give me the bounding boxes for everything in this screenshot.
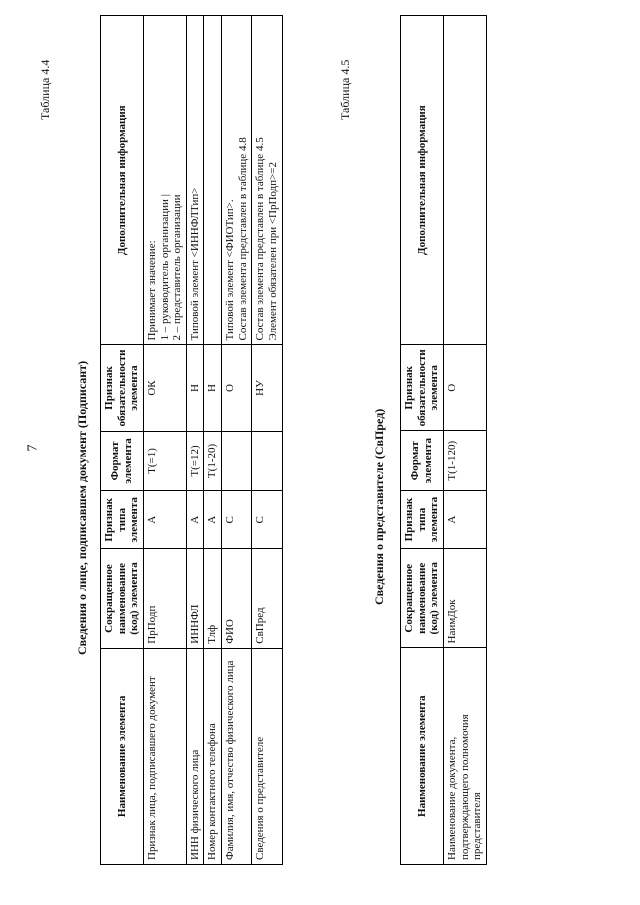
table-row: [252, 16, 282, 865]
element-required-cell: Н: [186, 345, 204, 431]
element-type-cell: А: [204, 491, 222, 549]
element-required-cell: НУ: [252, 345, 282, 431]
table-title: Сведения о лице, подписавшем документ (Подписант): [75, 360, 89, 655]
element-info-cell: [222, 16, 252, 345]
element-name-cell: Номер контактного телефона: [204, 648, 222, 864]
signer-table: [100, 15, 283, 865]
table-header-row: [101, 16, 144, 865]
element-required-cell: ОК: [143, 345, 186, 431]
element-type-cell: С: [252, 491, 282, 549]
element-type-cell: А: [443, 491, 486, 549]
table-row: [143, 16, 186, 865]
element-type-cell: А: [143, 491, 186, 549]
representative-table: [400, 15, 487, 865]
element-format-cell: [252, 431, 282, 491]
table-row: [443, 16, 486, 865]
element-format-cell: Т(=12): [186, 431, 204, 491]
element-required-cell: О: [443, 345, 486, 431]
element-type-cell: А: [186, 491, 204, 549]
info-line: 1 – руководитель организации |: [158, 194, 171, 341]
element-format-cell: [222, 431, 252, 491]
table-row: [186, 16, 204, 865]
element-info-cell: [143, 16, 186, 345]
element-info-cell: [252, 16, 282, 345]
header-cell: Дополнительная информация: [101, 16, 144, 345]
element-required-cell: О: [222, 345, 252, 431]
header-cell: Наименование элемента: [101, 648, 144, 864]
element-info-cell: [186, 16, 204, 345]
element-info-cell: [443, 16, 486, 345]
table-number: Таблица 4.5: [338, 59, 352, 120]
info-line: Принимает значение:: [145, 240, 158, 341]
element-format-cell: Т(=1): [143, 431, 186, 491]
element-code-cell: НаимДок: [443, 549, 486, 648]
header-cell: Дополнительная информация: [401, 16, 444, 345]
header-cell: Сокращенное наименование (код) элемента: [101, 549, 144, 648]
element-name-cell: ИНН физического лица: [186, 648, 204, 864]
header-cell: Признак обязательности элемента: [101, 345, 144, 431]
element-format-cell: Т(1-120): [443, 431, 486, 491]
info-line: Состав элемента представлен в таблице 4.8: [236, 137, 249, 341]
header-cell: Сокращенное наименование (код) элемента: [401, 549, 444, 648]
element-code-cell: ИННФЛ: [186, 549, 204, 648]
element-name-cell: Сведения о представителе: [252, 648, 282, 864]
table-row: [204, 16, 222, 865]
element-name-cell: Фамилия, имя, отчество физического лица: [222, 648, 252, 864]
table-title: Сведения о представителе (СвПред): [372, 408, 386, 605]
header-cell: Наименование элемента: [401, 648, 444, 865]
header-cell: Формат элемента: [101, 431, 144, 491]
info-line: Состав элемента представлен в таблице 4.5: [254, 137, 267, 341]
element-code-cell: ФИО: [222, 549, 252, 648]
element-code-cell: Тлф: [204, 549, 222, 648]
table-number: Таблица 4.4: [38, 59, 52, 120]
element-type-cell: С: [222, 491, 252, 549]
header-cell: Признак обязательности элемента: [401, 345, 444, 431]
table-header-row: [401, 16, 444, 865]
element-name-cell: Наименование документа, подтверждающего полномочия представителя: [443, 648, 486, 865]
header-cell: Признак типа элемента: [101, 491, 144, 549]
info-line: Элемент обязателен при <ПрПодп>=2: [267, 161, 280, 341]
page-number: 7: [25, 444, 41, 452]
table-row: [222, 16, 252, 865]
element-info-cell: [204, 16, 222, 345]
element-code-cell: ПрПодп: [143, 549, 186, 648]
element-format-cell: Т(1-20): [204, 431, 222, 491]
info-line: Типовой элемент <ФИОТип>.: [224, 199, 237, 341]
element-code-cell: СвПред: [252, 549, 282, 648]
info-line: 2 – представитель организации: [171, 194, 184, 341]
info-line: Типовой элемент <ИННФЛТип>: [188, 187, 201, 341]
header-cell: Признак типа элемента: [401, 491, 444, 549]
element-name-cell: Признак лица, подписавшего документ: [143, 648, 186, 864]
element-required-cell: Н: [204, 345, 222, 431]
header-cell: Формат элемента: [401, 431, 444, 491]
